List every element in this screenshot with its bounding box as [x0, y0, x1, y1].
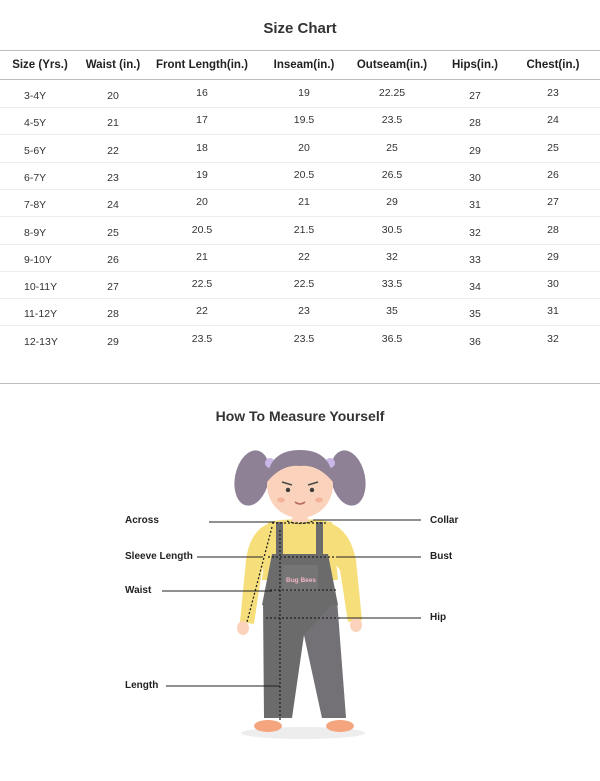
measurement-cell: 23	[547, 87, 559, 99]
measurement-cell: 30.5	[381, 223, 403, 236]
size-cell: 5-6Y	[24, 144, 47, 157]
measurement-cell: 23	[107, 171, 119, 184]
measurement-cell: 23.5	[381, 114, 403, 127]
measurement-cell: 33	[469, 253, 481, 266]
size-cell: 12-13Y	[24, 335, 58, 348]
measurement-cell: 20	[298, 141, 310, 154]
measure-title: How To Measure Yourself	[215, 408, 385, 424]
measurement-cell: 26	[107, 253, 119, 266]
size-cell: 4-5Y	[24, 117, 47, 130]
row-divider	[0, 244, 600, 245]
measurement-cell: 24	[107, 199, 119, 212]
measurement-cell: 19.5	[293, 114, 315, 127]
cheek-left	[277, 498, 285, 503]
row-divider	[0, 271, 600, 272]
measurement-cell: 20.5	[293, 168, 315, 181]
row-divider	[0, 216, 600, 217]
measurement-cell: 22.25	[378, 87, 406, 99]
measurement-cell: 35	[386, 305, 398, 318]
hand-left	[237, 621, 249, 635]
label-bust: Bust	[430, 551, 453, 562]
label-collar: Collar	[430, 515, 459, 526]
size-cell: 7-8Y	[24, 199, 47, 212]
child-figure-illustration	[0, 430, 600, 750]
measurement-cell: 21.5	[293, 223, 315, 236]
row-divider	[0, 107, 600, 108]
measurement-cell: 18	[196, 141, 208, 154]
column-header: Size (Yrs.)	[12, 59, 68, 71]
label-sleeve-length: Sleeve Length	[125, 551, 193, 562]
measurement-cell: 30	[469, 171, 481, 184]
measurement-cell: 21	[107, 117, 119, 130]
measurement-cell: 26.5	[381, 168, 403, 181]
measurement-cell: 32	[386, 250, 398, 263]
measurement-cell: 21	[196, 250, 208, 263]
measurement-cell: 35	[469, 308, 481, 321]
measurement-cell: 32	[547, 332, 559, 345]
measurement-cell: 29	[547, 250, 559, 263]
size-cell: 10-11Y	[24, 281, 58, 294]
measurement-cell: 29	[386, 196, 398, 209]
measurement-cell: 26	[547, 168, 559, 181]
column-header: Hips(in.)	[452, 59, 498, 71]
column-header: Inseam(in.)	[273, 59, 335, 71]
label-length: Length	[125, 680, 159, 691]
measurement-cell: 28	[469, 117, 481, 130]
measurement-cell: 36	[469, 335, 481, 348]
column-header: Outseam(in.)	[356, 59, 428, 71]
column-header: Waist (in.)	[85, 59, 141, 71]
cheek-right	[315, 498, 323, 503]
measurement-cell: 23.5	[191, 332, 213, 345]
column-header: Front Length(in.)	[156, 59, 248, 71]
measurement-cell: 17	[196, 114, 208, 127]
row-divider	[0, 134, 600, 135]
row-divider	[0, 298, 600, 299]
measurement-cell: 22.5	[293, 278, 315, 291]
row-divider	[0, 325, 600, 326]
measurement-cell: 27	[107, 281, 119, 294]
measurement-cell: 28	[107, 308, 119, 321]
measurement-cell: 25	[547, 141, 559, 154]
bib-text: Bug Bees	[286, 577, 316, 584]
measurement-cell: 16	[196, 87, 208, 99]
divider	[0, 383, 600, 384]
measurement-cell: 29	[107, 335, 119, 348]
eye-right	[310, 488, 314, 492]
size-chart-title: Size Chart	[263, 20, 337, 37]
measurement-cell: 22	[107, 144, 119, 157]
column-header: Chest(in.)	[526, 59, 580, 71]
divider	[0, 50, 600, 51]
measurement-cell: 25	[386, 141, 398, 154]
strap-right	[316, 522, 323, 558]
eye-left	[286, 488, 290, 492]
measurement-cell: 22	[298, 250, 310, 263]
measurement-cell: 20	[196, 196, 208, 209]
measurement-cell: 32	[469, 226, 481, 239]
measurement-cell: 22.5	[191, 278, 213, 291]
measurement-cell: 36.5	[381, 332, 403, 345]
divider	[0, 79, 600, 80]
size-cell: 8-9Y	[24, 226, 47, 239]
measurement-cell: 25	[107, 226, 119, 239]
measurement-cell: 31	[469, 199, 481, 212]
label-hip: Hip	[430, 612, 447, 623]
measurement-cell: 34	[469, 281, 481, 294]
measurement-cell: 19	[196, 168, 208, 181]
label-across: Across	[125, 515, 159, 526]
size-cell: 11-12Y	[24, 308, 58, 321]
size-cell: 3-4Y	[24, 90, 47, 102]
measurement-cell: 20	[107, 90, 119, 102]
measurement-cell: 21	[298, 196, 310, 209]
measurement-cell: 24	[547, 114, 559, 127]
measurement-cell: 28	[547, 223, 559, 236]
measurement-cell: 19	[298, 87, 310, 99]
size-cell: 6-7Y	[24, 171, 47, 184]
measurement-cell: 27	[469, 90, 481, 102]
measurement-cell: 29	[469, 144, 481, 157]
row-divider	[0, 189, 600, 190]
measurement-cell: 31	[547, 305, 559, 318]
hand-right	[350, 618, 362, 632]
measurement-cell: 20.5	[191, 223, 213, 236]
label-waist: Waist	[125, 585, 152, 596]
shoe-right	[326, 720, 354, 732]
row-divider	[0, 162, 600, 163]
measurement-cell: 30	[547, 278, 559, 291]
measurement-cell: 23.5	[293, 332, 315, 345]
measurement-cell: 27	[547, 196, 559, 209]
size-cell: 9-10Y	[24, 253, 53, 266]
measurement-cell: 23	[298, 305, 310, 318]
measurement-cell: 33.5	[381, 278, 403, 291]
shoe-left	[254, 720, 282, 732]
measurement-cell: 22	[196, 305, 208, 318]
